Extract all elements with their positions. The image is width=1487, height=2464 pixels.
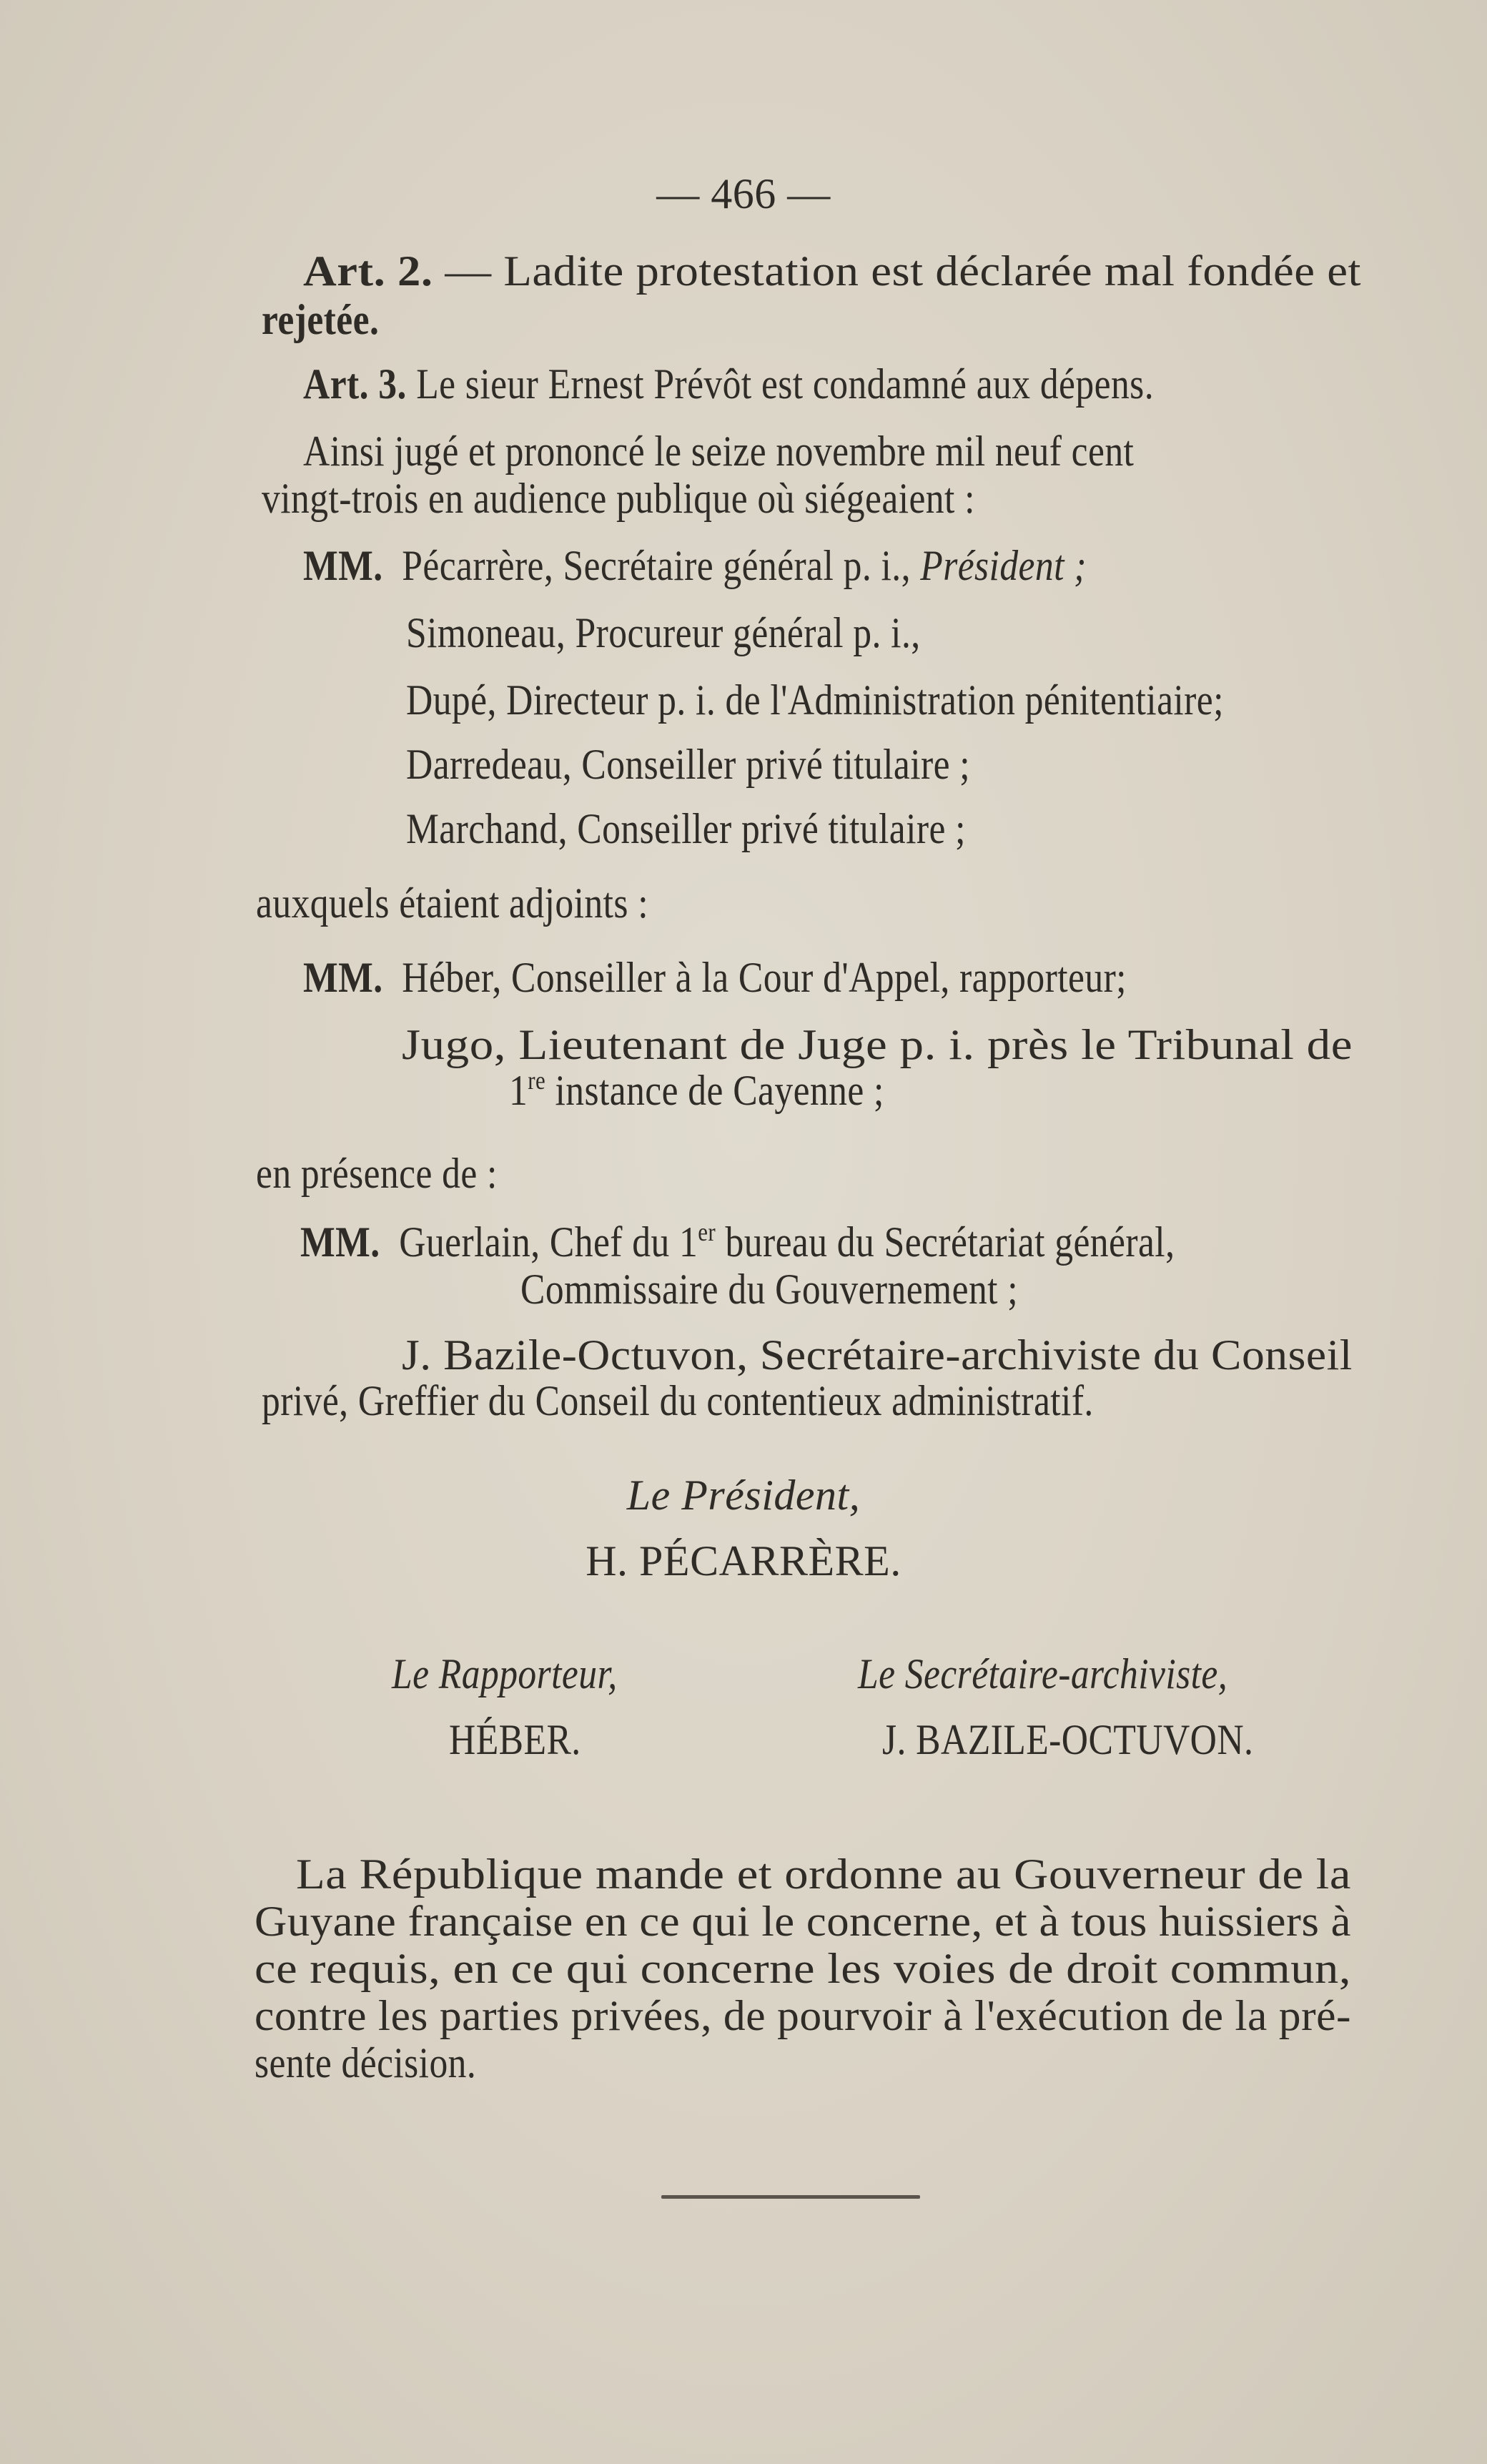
formule-line-3: ce requis, en ce qui concerne les voies de droit commun, xyxy=(255,1945,1351,1992)
rapporteur-title: Le Rapporteur, xyxy=(392,1650,618,1697)
formule-line-4: contre les parties privées, de pourvoir à l'exécution de la pré- xyxy=(255,1992,1351,2039)
adjoint-2-line-1: Jugo, Lieutenant de Juge p. i. près le Tribunal de xyxy=(402,1021,1353,1068)
presence-2-line-1: J. Bazile-Octuvon, Secrétaire-archiviste du Conseil xyxy=(402,1331,1353,1379)
presence-2-line-2: privé, Greffier du Conseil du contentieux administratif. xyxy=(262,1377,1094,1424)
adjoint-1: MM. Héber, Conseiller à la Cour d'Appel, rapporteur; xyxy=(303,954,1127,1001)
siegeant-2: Simoneau, Procureur général p. i., xyxy=(406,609,921,656)
article-2-label: Art. 2. xyxy=(303,247,433,295)
rapporteur-name: HÉBER. xyxy=(449,1716,581,1763)
article-3-label: Art. 3. xyxy=(303,360,407,408)
presence-intro: en présence de : xyxy=(256,1150,498,1197)
jugement-line-1: Ainsi jugé et prononcé le seize novembre mil neuf cent xyxy=(303,428,1135,475)
formule-line-1: La République mande et ordonne au Gouverneur de la xyxy=(296,1851,1351,1898)
article-3 xyxy=(303,360,1154,408)
secretaire-title: Le Secrétaire-archiviste, xyxy=(858,1650,1228,1697)
siegeant-4: Darredeau, Conseiller privé titulaire ; xyxy=(406,741,971,788)
adjoints-intro: auxquels étaient adjoints : xyxy=(256,879,648,927)
formule-line-2: Guyane française en ce qui le concerne, et à tous huissiers à xyxy=(255,1898,1351,1945)
adjoint-2-line-2: 1re instance de Cayenne ; xyxy=(509,1066,884,1114)
page-number: — 466 — xyxy=(656,170,831,217)
adjoints-prefix: MM. xyxy=(303,954,383,1001)
presence-1-line-2: Commissaire du Gouvernement ; xyxy=(520,1266,1019,1313)
siegeant-3: Dupé, Directeur p. i. de l'Administration pénitentiaire; xyxy=(406,676,1224,724)
siegeant-5: Marchand, Conseiller privé titulaire ; xyxy=(406,805,966,852)
article-2-text: Art. 2. — Ladite protestation est déclarée mal fondée et xyxy=(303,247,1361,295)
siegeant-president: MM. Pécarrère, Secrétaire général p. i., Président ; xyxy=(303,542,1087,589)
president-name: H. PÉCARRÈRE. xyxy=(586,1537,901,1585)
president-title: Le Président, xyxy=(626,1472,861,1519)
article-3-text: Le sieur Ernest Prévôt est condamné aux dépens. xyxy=(406,360,1155,408)
article-2-continuation: rejetée. xyxy=(262,296,380,343)
article-2-line xyxy=(303,247,1361,295)
siegeants-prefix: MM. xyxy=(303,542,383,589)
formule-line-5: sente décision. xyxy=(255,2039,477,2086)
jugement-line-2: vingt-trois en audience publique où siégeaient : xyxy=(262,475,975,522)
closing-rule xyxy=(661,2195,920,2199)
presence-prefix: MM. xyxy=(300,1218,380,1266)
president-role: Président ; xyxy=(920,542,1087,589)
secretaire-name: J. BAZILE-OCTUVON. xyxy=(882,1716,1254,1763)
presence-1-line-1: MM. Guerlain, Chef du 1er bureau du Secrétariat général, xyxy=(300,1218,1175,1266)
